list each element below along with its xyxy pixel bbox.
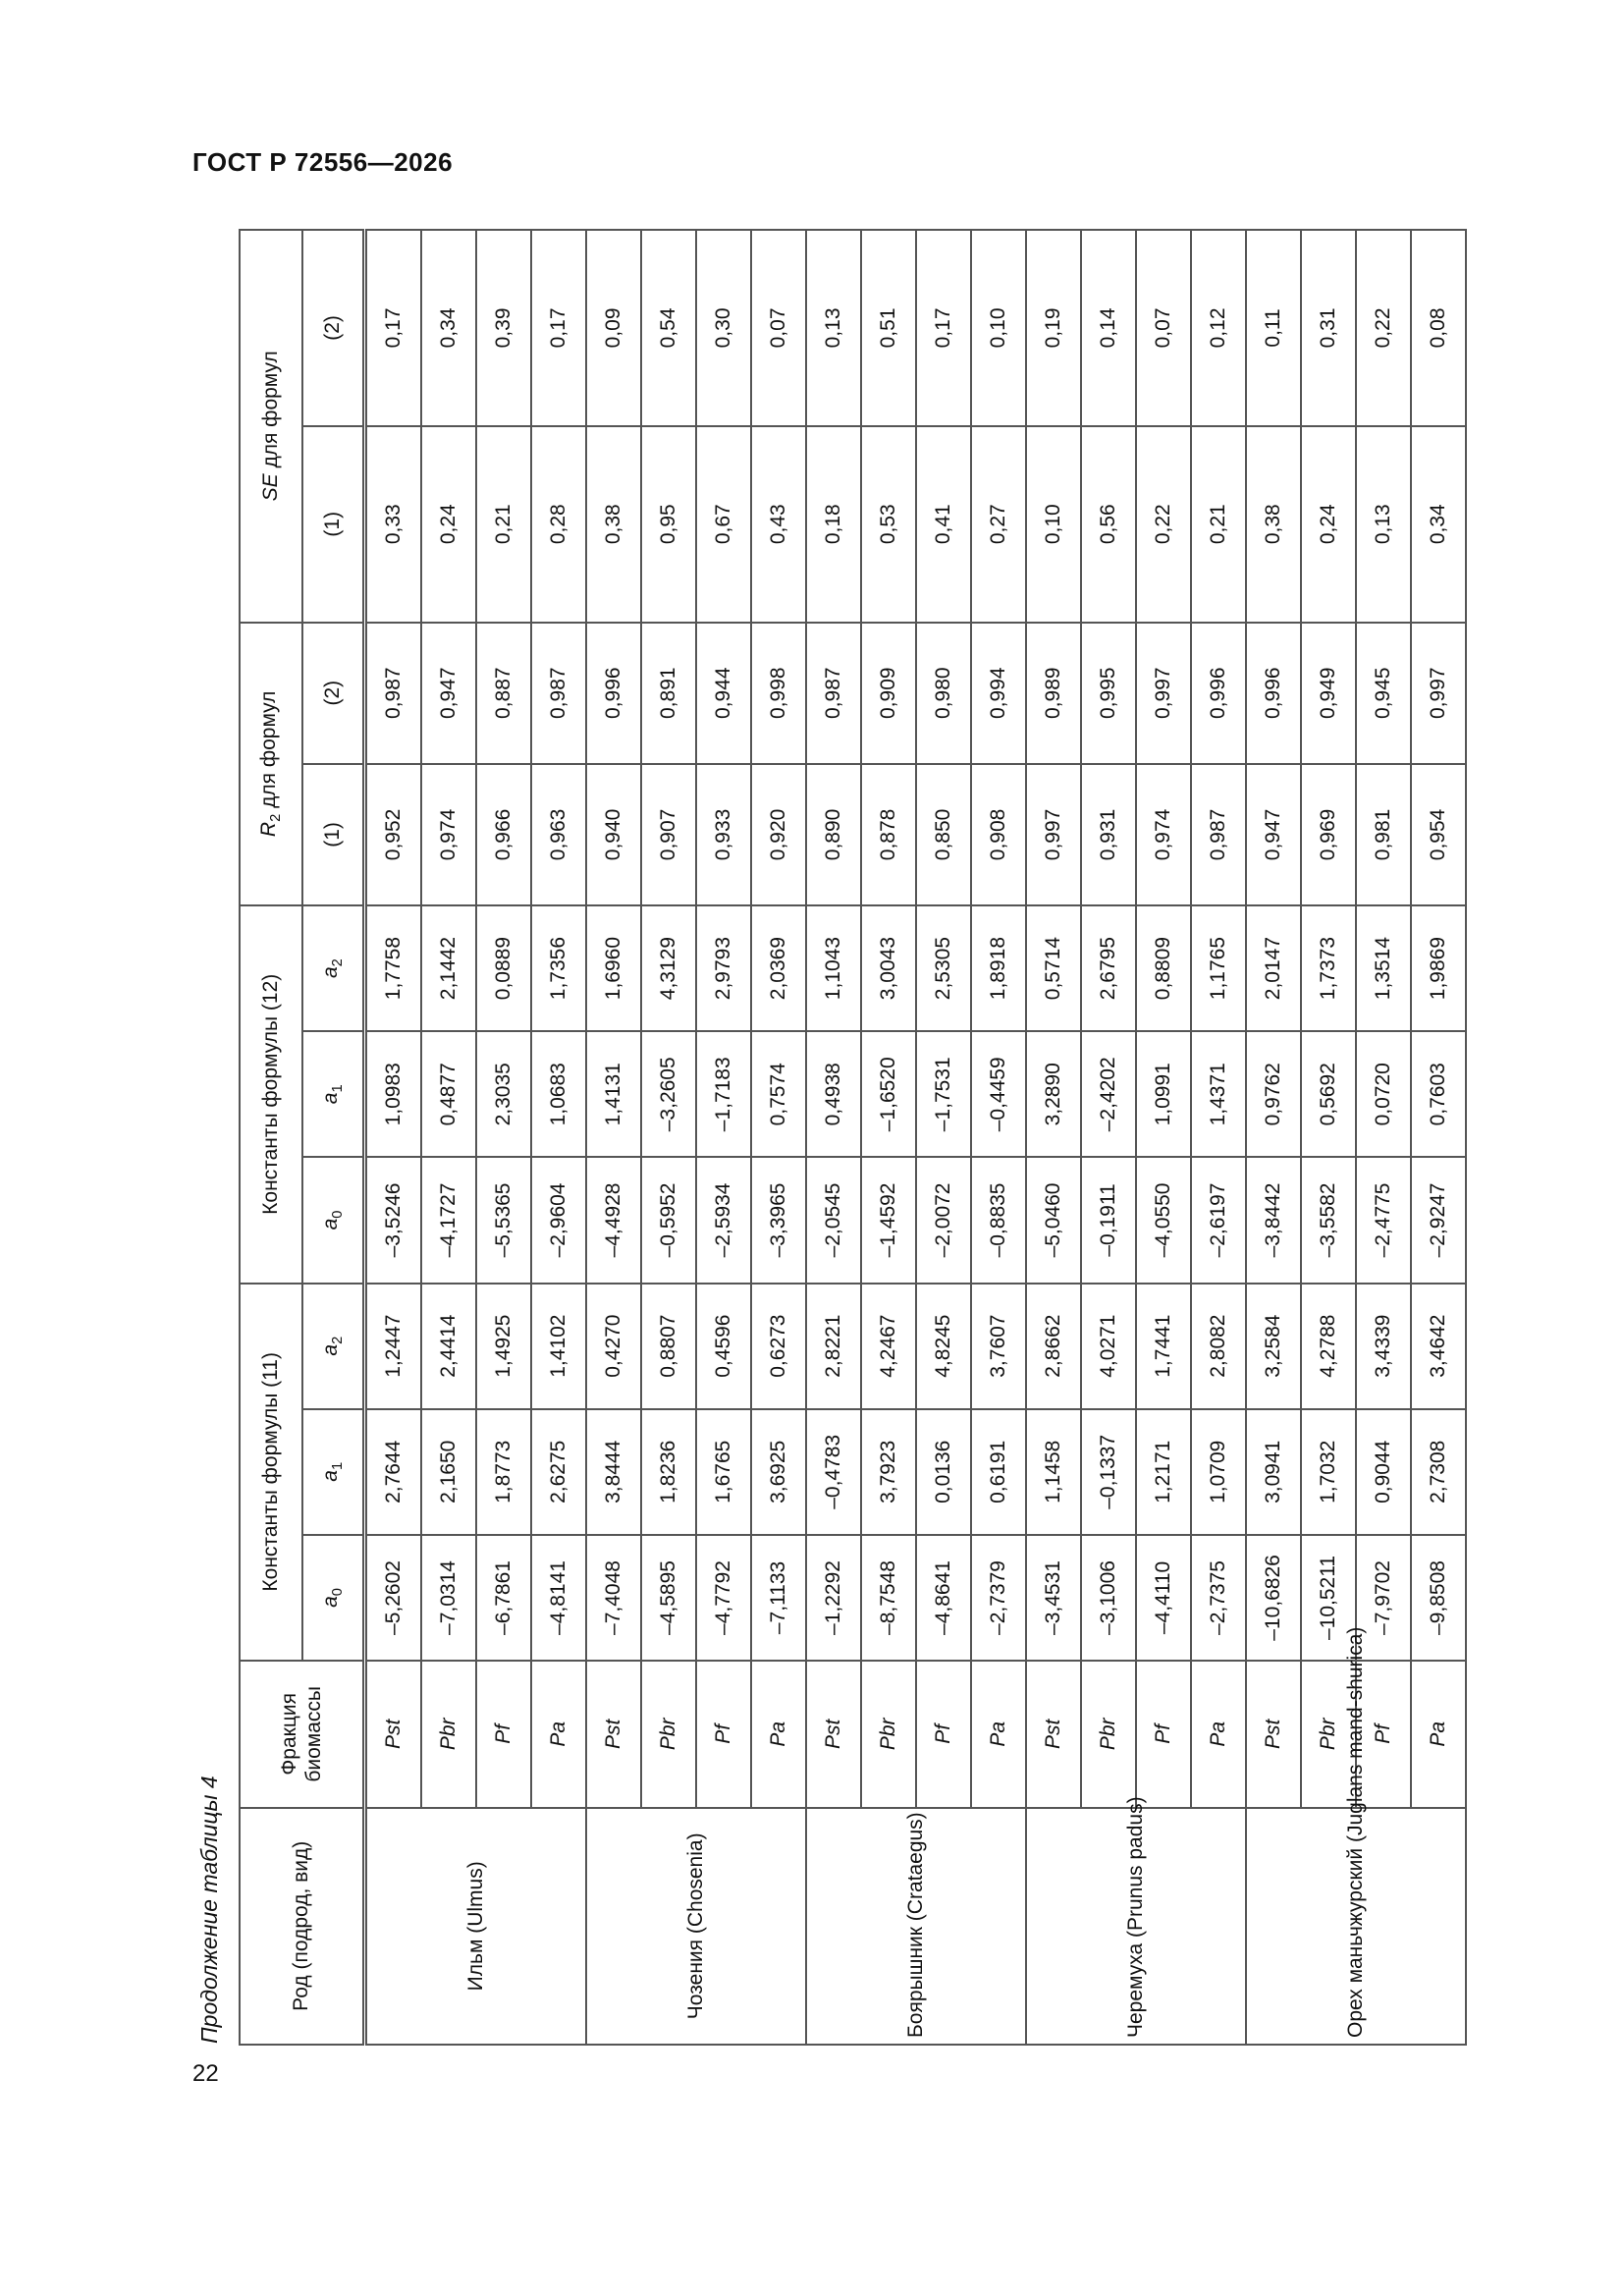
f12-a1-cell: –1,7531	[916, 1031, 971, 1157]
f11-a2-cell: 4,8245	[916, 1284, 971, 1409]
f11-a1-cell: 1,6765	[696, 1409, 751, 1535]
f12-a1-cell: 1,0991	[1136, 1031, 1191, 1157]
r2-f2-cell: 0,947	[421, 623, 476, 764]
f12-a0-cell: –4,0550	[1136, 1157, 1191, 1283]
f11-a2-cell: 2,4414	[421, 1284, 476, 1409]
f11-a0-cell: –2,7375	[1191, 1535, 1246, 1661]
r2-f1-cell: 0,907	[641, 764, 696, 905]
f11-a1-cell: 2,1650	[421, 1409, 476, 1535]
se-f1-cell: 0,95	[641, 426, 696, 623]
f11-a1-cell: 1,2171	[1136, 1409, 1191, 1535]
fraction-cell: Pst	[586, 1661, 641, 1808]
f12-a0-cell: –2,9604	[531, 1157, 586, 1283]
f11-a2-cell: 1,7441	[1136, 1284, 1191, 1409]
r2-f1-cell: 0,974	[1136, 764, 1191, 905]
f12-a0-cell: –2,0072	[916, 1157, 971, 1283]
r2-f2-cell: 0,987	[806, 623, 861, 764]
f12-a2-cell: 1,7758	[365, 905, 422, 1031]
fraction-cell: Pa	[1191, 1661, 1246, 1808]
r2-f2-cell: 0,987	[531, 623, 586, 764]
f12-a0-cell: –0,8835	[971, 1157, 1026, 1283]
se-f2-cell: 0,30	[696, 230, 751, 426]
header-genus: Род (подрод, вид)	[240, 1808, 365, 2045]
f12-a0-cell: –0,5952	[641, 1157, 696, 1283]
se-f2-cell: 0,39	[476, 230, 531, 426]
f11-a0-cell: –1,2292	[806, 1535, 861, 1661]
f11-a0-cell: –10,5211	[1301, 1535, 1356, 1661]
se-f1-cell: 0,24	[1301, 426, 1356, 623]
f12-a0-cell: –3,8442	[1246, 1157, 1301, 1283]
r2-f1-cell: 0,963	[531, 764, 586, 905]
f11-a0-cell: –7,0314	[421, 1535, 476, 1661]
f12-a2-cell: 1,6960	[586, 905, 641, 1031]
f11-a0-cell: –4,7792	[696, 1535, 751, 1661]
f12-a1-cell: 0,0720	[1356, 1031, 1411, 1157]
se-f1-cell: 0,38	[586, 426, 641, 623]
f12-a0-cell: –2,6197	[1191, 1157, 1246, 1283]
f11-a1-cell: 0,0136	[916, 1409, 971, 1535]
header-se-f1: (1)	[302, 426, 365, 623]
f11-a0-cell: –9,8508	[1411, 1535, 1466, 1661]
se-f2-cell: 0,22	[1356, 230, 1411, 426]
f12-a1-cell: –0,4459	[971, 1031, 1026, 1157]
f12-a1-cell: –2,4202	[1081, 1031, 1136, 1157]
f12-a1-cell: –3,2605	[641, 1031, 696, 1157]
r2-f1-cell: 0,997	[1026, 764, 1081, 905]
r2-f1-cell: 0,920	[751, 764, 806, 905]
f12-a2-cell: 1,9869	[1411, 905, 1466, 1031]
se-f1-cell: 0,22	[1136, 426, 1191, 623]
table-row	[421, 230, 476, 2045]
se-f2-cell: 0,31	[1301, 230, 1356, 426]
f11-a1-cell: 1,7032	[1301, 1409, 1356, 1535]
f12-a1-cell: 0,5692	[1301, 1031, 1356, 1157]
r2-f1-cell: 0,981	[1356, 764, 1411, 905]
header-f12-a0: $a_0$	[302, 1157, 365, 1283]
f11-a2-cell: 1,2447	[365, 1284, 422, 1409]
r2-f2-cell: 0,909	[861, 623, 916, 764]
r2-f1-cell: 0,940	[586, 764, 641, 905]
se-f1-cell: 0,18	[806, 426, 861, 623]
f12-a0-cell: –5,5365	[476, 1157, 531, 1283]
f12-a2-cell: 0,8809	[1136, 905, 1191, 1031]
fraction-cell: Pf	[916, 1661, 971, 1808]
se-f1-cell: 0,13	[1356, 426, 1411, 623]
f12-a2-cell: 0,0889	[476, 905, 531, 1031]
f12-a2-cell: 1,7356	[531, 905, 586, 1031]
table-row	[476, 230, 531, 2045]
r2-f1-cell: 0,931	[1081, 764, 1136, 905]
f11-a0-cell: –4,8141	[531, 1535, 586, 1661]
table-row	[696, 230, 751, 2045]
se-f2-cell: 0,14	[1081, 230, 1136, 426]
se-f2-cell: 0,17	[531, 230, 586, 426]
se-f2-cell: 0,51	[861, 230, 916, 426]
se-f1-cell: 0,34	[1411, 426, 1466, 623]
r2-f2-cell: 0,887	[476, 623, 531, 764]
f11-a0-cell: –5,2602	[365, 1535, 422, 1661]
fraction-cell: Pa	[1411, 1661, 1466, 1808]
f11-a0-cell: –8,7548	[861, 1535, 916, 1661]
r2-f2-cell: 0,995	[1081, 623, 1136, 764]
header-formula-12: Константы формулы (12)	[240, 905, 302, 1284]
header-f11-a2: $a_2$	[302, 1284, 365, 1409]
f12-a1-cell: –1,7183	[696, 1031, 751, 1157]
table-row	[861, 230, 916, 2045]
f12-a1-cell: 0,4938	[806, 1031, 861, 1157]
f12-a2-cell: 2,0147	[1246, 905, 1301, 1031]
r2-f1-cell: 0,966	[476, 764, 531, 905]
se-f1-cell: 0,43	[751, 426, 806, 623]
f11-a2-cell: 3,2584	[1246, 1284, 1301, 1409]
header-f11-a1: $a_1$	[302, 1409, 365, 1535]
r2-f2-cell: 0,949	[1301, 623, 1356, 764]
f11-a1-cell: 1,8773	[476, 1409, 531, 1535]
rotated-table-block	[180, 229, 1584, 2046]
f11-a1-cell: 2,7308	[1411, 1409, 1466, 1535]
f12-a1-cell: 2,3035	[476, 1031, 531, 1157]
r2-f1-cell: 0,850	[916, 764, 971, 905]
f11-a0-cell: –3,4531	[1026, 1535, 1081, 1661]
f12-a2-cell: 2,9793	[696, 905, 751, 1031]
se-f2-cell: 0,17	[365, 230, 422, 426]
se-f2-cell: 0,08	[1411, 230, 1466, 426]
table-header	[240, 230, 365, 2045]
se-f2-cell: 0,17	[916, 230, 971, 426]
f12-a2-cell: 2,1442	[421, 905, 476, 1031]
se-f1-cell: 0,67	[696, 426, 751, 623]
fraction-cell: Pst	[806, 1661, 861, 1808]
se-f2-cell: 0,11	[1246, 230, 1301, 426]
r2-f2-cell: 0,996	[1246, 623, 1301, 764]
f11-a1-cell: 3,7923	[861, 1409, 916, 1535]
r2-f2-cell: 0,997	[1411, 623, 1466, 764]
f11-a2-cell: 1,4102	[531, 1284, 586, 1409]
fraction-cell: Pst	[1246, 1661, 1301, 1808]
f12-a0-cell: –2,4775	[1356, 1157, 1411, 1283]
table-row	[531, 230, 586, 2045]
genus-cell: Орех маньчжурский (Juglans mand-shurica)	[1246, 1808, 1466, 2045]
table-row	[586, 230, 641, 2045]
table-row	[1246, 230, 1301, 2045]
se-f1-cell: 0,21	[476, 426, 531, 623]
fraction-cell: Pa	[971, 1661, 1026, 1808]
r2-f1-cell: 0,890	[806, 764, 861, 905]
f12-a2-cell: 2,6795	[1081, 905, 1136, 1031]
f11-a1-cell: –0,1337	[1081, 1409, 1136, 1535]
f11-a1-cell: 1,1458	[1026, 1409, 1081, 1535]
f12-a1-cell: 0,7574	[751, 1031, 806, 1157]
se-f1-cell: 0,38	[1246, 426, 1301, 623]
f12-a2-cell: 1,1765	[1191, 905, 1246, 1031]
f12-a1-cell: 1,0983	[365, 1031, 422, 1157]
table-row	[365, 230, 422, 2045]
f12-a1-cell: 0,7603	[1411, 1031, 1466, 1157]
table-row	[806, 230, 861, 2045]
header-f12-a2: $a_2$	[302, 905, 365, 1031]
header-r2-f2: (2)	[302, 623, 365, 764]
f12-a1-cell: 1,4371	[1191, 1031, 1246, 1157]
f11-a0-cell: –4,4110	[1136, 1535, 1191, 1661]
f11-a2-cell: 4,2788	[1301, 1284, 1356, 1409]
header-se: SE для формул	[240, 230, 302, 623]
fraction-cell: Pf	[696, 1661, 751, 1808]
f12-a0-cell: –5,0460	[1026, 1157, 1081, 1283]
r2-f1-cell: 0,952	[365, 764, 422, 905]
f11-a1-cell: 0,9044	[1356, 1409, 1411, 1535]
se-f2-cell: 0,09	[586, 230, 641, 426]
f11-a2-cell: 0,4596	[696, 1284, 751, 1409]
r2-f1-cell: 0,954	[1411, 764, 1466, 905]
header-r2: $R_2$ для формул	[240, 623, 302, 905]
header-f11-a0: $a_0$	[302, 1535, 365, 1661]
f11-a1-cell: 1,0709	[1191, 1409, 1246, 1535]
f11-a1-cell: 0,6191	[971, 1409, 1026, 1535]
f11-a1-cell: 3,8444	[586, 1409, 641, 1535]
table-row	[1136, 230, 1191, 2045]
f12-a1-cell: 1,4131	[586, 1031, 641, 1157]
se-f1-cell: 0,10	[1026, 426, 1081, 623]
r2-f1-cell: 0,878	[861, 764, 916, 905]
f11-a2-cell: 4,0271	[1081, 1284, 1136, 1409]
f11-a1-cell: –0,4783	[806, 1409, 861, 1535]
f11-a2-cell: 1,4925	[476, 1284, 531, 1409]
f11-a0-cell: –3,1006	[1081, 1535, 1136, 1661]
fraction-cell: Pst	[1026, 1661, 1081, 1808]
se-f2-cell: 0,19	[1026, 230, 1081, 426]
table-caption: Продолжение таблицы 4	[196, 1776, 222, 2044]
r2-f2-cell: 0,944	[696, 623, 751, 764]
f11-a2-cell: 3,7607	[971, 1284, 1026, 1409]
f12-a2-cell: 0,5714	[1026, 905, 1081, 1031]
se-f2-cell: 0,13	[806, 230, 861, 426]
f11-a2-cell: 3,4339	[1356, 1284, 1411, 1409]
table-row	[1081, 230, 1136, 2045]
se-f1-cell: 0,41	[916, 426, 971, 623]
f12-a0-cell: –4,4928	[586, 1157, 641, 1283]
f11-a1-cell: 2,7644	[365, 1409, 422, 1535]
f12-a0-cell: –3,3965	[751, 1157, 806, 1283]
f12-a1-cell: 3,2890	[1026, 1031, 1081, 1157]
r2-f1-cell: 0,987	[1191, 764, 1246, 905]
fraction-cell: Pbr	[641, 1661, 696, 1808]
table-row	[641, 230, 696, 2045]
fraction-cell: Pbr	[421, 1661, 476, 1808]
r2-f2-cell: 0,987	[365, 623, 422, 764]
header-r2-f1: (1)	[302, 764, 365, 905]
f12-a2-cell: 2,0369	[751, 905, 806, 1031]
f12-a0-cell: –3,5246	[365, 1157, 422, 1283]
f12-a1-cell: 0,4877	[421, 1031, 476, 1157]
f11-a2-cell: 2,8221	[806, 1284, 861, 1409]
se-f1-cell: 0,56	[1081, 426, 1136, 623]
f11-a2-cell: 4,2467	[861, 1284, 916, 1409]
f11-a0-cell: –6,7861	[476, 1535, 531, 1661]
fraction-cell: Pa	[531, 1661, 586, 1808]
f11-a1-cell: 2,6275	[531, 1409, 586, 1535]
f12-a2-cell: 3,0043	[861, 905, 916, 1031]
table-row	[1191, 230, 1246, 2045]
page-number: 22	[192, 2060, 219, 2087]
se-f2-cell: 0,12	[1191, 230, 1246, 426]
se-f1-cell: 0,53	[861, 426, 916, 623]
f11-a0-cell: –7,9702	[1356, 1535, 1411, 1661]
fraction-cell: Pf	[1356, 1661, 1411, 1808]
se-f1-cell: 0,24	[421, 426, 476, 623]
header-se-f2: (2)	[302, 230, 365, 426]
genus-cell: Ильм (Ulmus)	[365, 1808, 587, 2045]
f11-a2-cell: 2,8082	[1191, 1284, 1246, 1409]
f12-a1-cell: 0,9762	[1246, 1031, 1301, 1157]
table-body	[365, 230, 1467, 2045]
f11-a2-cell: 0,6273	[751, 1284, 806, 1409]
f11-a2-cell: 2,8662	[1026, 1284, 1081, 1409]
table-row	[751, 230, 806, 2045]
se-f2-cell: 0,34	[421, 230, 476, 426]
f12-a2-cell: 2,5305	[916, 905, 971, 1031]
fraction-cell: Pbr	[861, 1661, 916, 1808]
fraction-cell: Pf	[476, 1661, 531, 1808]
r2-f2-cell: 0,989	[1026, 623, 1081, 764]
f12-a0-cell: –1,4592	[861, 1157, 916, 1283]
f12-a1-cell: –1,6520	[861, 1031, 916, 1157]
f12-a0-cell: –4,1727	[421, 1157, 476, 1283]
r2-f2-cell: 0,945	[1356, 623, 1411, 764]
f12-a2-cell: 1,8918	[971, 905, 1026, 1031]
f11-a2-cell: 0,8807	[641, 1284, 696, 1409]
r2-f1-cell: 0,969	[1301, 764, 1356, 905]
f11-a2-cell: 0,4270	[586, 1284, 641, 1409]
r2-f2-cell: 0,994	[971, 623, 1026, 764]
f12-a0-cell: –2,0545	[806, 1157, 861, 1283]
f11-a0-cell: –4,5895	[641, 1535, 696, 1661]
fraction-cell: Pbr	[1081, 1661, 1136, 1808]
header-f12-a1: $a_1$	[302, 1031, 365, 1157]
f11-a1-cell: 3,6925	[751, 1409, 806, 1535]
document-title: ГОСТ Р 72556—2026	[192, 147, 454, 177]
header-fraction: Фракция биомассы	[240, 1661, 365, 1808]
genus-cell: Черемуха (Prunus padus)	[1026, 1808, 1246, 2045]
fraction-cell: Pbr	[1301, 1661, 1356, 1808]
r2-f2-cell: 0,996	[586, 623, 641, 764]
f12-a0-cell: –2,5934	[696, 1157, 751, 1283]
r2-f1-cell: 0,974	[421, 764, 476, 905]
r2-f1-cell: 0,908	[971, 764, 1026, 905]
genus-cell: Чозения (Chosenia)	[586, 1808, 806, 2045]
table-row	[916, 230, 971, 2045]
f11-a1-cell: 1,8236	[641, 1409, 696, 1535]
f11-a2-cell: 3,4642	[1411, 1284, 1466, 1409]
f12-a0-cell: –3,5582	[1301, 1157, 1356, 1283]
fraction-cell: Pf	[1136, 1661, 1191, 1808]
se-f1-cell: 0,21	[1191, 426, 1246, 623]
table-row	[1411, 230, 1466, 2045]
se-f1-cell: 0,28	[531, 426, 586, 623]
r2-f2-cell: 0,891	[641, 623, 696, 764]
f12-a1-cell: 1,0683	[531, 1031, 586, 1157]
r2-f2-cell: 0,980	[916, 623, 971, 764]
se-f2-cell: 0,07	[1136, 230, 1191, 426]
r2-f1-cell: 0,947	[1246, 764, 1301, 905]
table-row	[971, 230, 1026, 2045]
r2-f2-cell: 0,996	[1191, 623, 1246, 764]
r2-f2-cell: 0,998	[751, 623, 806, 764]
f12-a0-cell: –0,1911	[1081, 1157, 1136, 1283]
f11-a0-cell: –10,6826	[1246, 1535, 1301, 1661]
fraction-cell: Pa	[751, 1661, 806, 1808]
f11-a0-cell: –7,4048	[586, 1535, 641, 1661]
se-f2-cell: 0,54	[641, 230, 696, 426]
se-f1-cell: 0,33	[365, 426, 422, 623]
f11-a0-cell: –2,7379	[971, 1535, 1026, 1661]
genus-cell: Боярышник (Crataegus)	[806, 1808, 1026, 2045]
f12-a2-cell: 1,7373	[1301, 905, 1356, 1031]
se-f2-cell: 0,07	[751, 230, 806, 426]
header-formula-11: Константы формулы (11)	[240, 1284, 302, 1662]
table-row	[1026, 230, 1081, 2045]
f11-a1-cell: 3,0941	[1246, 1409, 1301, 1535]
f12-a2-cell: 1,3514	[1356, 905, 1411, 1031]
f11-a0-cell: –4,8641	[916, 1535, 971, 1661]
se-f2-cell: 0,10	[971, 230, 1026, 426]
f12-a0-cell: –2,9247	[1411, 1157, 1466, 1283]
r2-f2-cell: 0,997	[1136, 623, 1191, 764]
fraction-cell: Pst	[365, 1661, 422, 1808]
f11-a0-cell: –7,1133	[751, 1535, 806, 1661]
f12-a2-cell: 1,1043	[806, 905, 861, 1031]
r2-f1-cell: 0,933	[696, 764, 751, 905]
f12-a2-cell: 4,3129	[641, 905, 696, 1031]
biomass-constants-table	[239, 229, 1467, 2046]
se-f1-cell: 0,27	[971, 426, 1026, 623]
